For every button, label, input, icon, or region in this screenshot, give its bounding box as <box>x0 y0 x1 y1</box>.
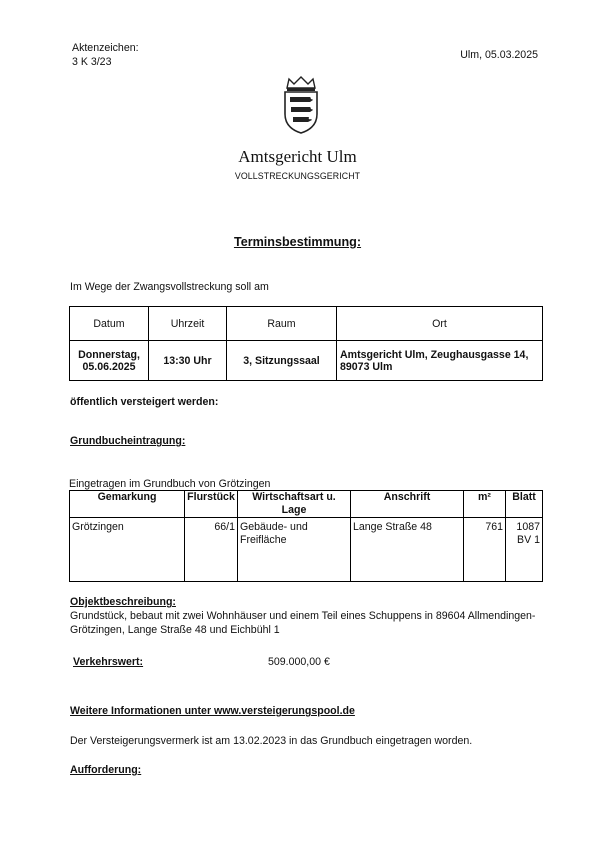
header-flurstueck: Flurstück <box>185 491 238 518</box>
case-reference-label: Aktenzeichen: <box>72 42 139 54</box>
header-uhrzeit: Uhrzeit <box>149 307 227 341</box>
cell-gemarkung: Grötzingen <box>70 518 185 582</box>
appointment-table <box>69 306 543 381</box>
place-date: Ulm, 05.03.2025 <box>460 49 538 61</box>
header-datum: Datum <box>70 307 149 341</box>
land-register-table <box>69 490 543 582</box>
land-register-source: Eingetragen im Grundbuch von Grötzingen <box>69 478 271 490</box>
object-description: Grundstück, bebaut mit zwei Wohnhäuser und einem Teil eines Schuppens in 89604 Allmendingen-Grötzingen, Lange Straße 48 und Eichbühl 1 <box>70 610 536 636</box>
object-heading: Objektbeschreibung: <box>70 596 176 608</box>
header-blatt: Blatt <box>506 491 543 518</box>
cell-flurstueck: 66/1 <box>185 518 238 582</box>
cell-qm: 761 <box>464 518 506 582</box>
case-reference-number: 3 K 3/23 <box>72 56 112 68</box>
coat-of-arms-icon <box>279 76 323 134</box>
auction-statement: öffentlich versteigert werden: <box>70 396 219 408</box>
case-reference <box>72 41 139 69</box>
court-name: Amtsgericht Ulm <box>238 147 357 166</box>
appointment-time: 13:30 Uhr <box>149 341 227 381</box>
market-value-amount: 509.000,00 € <box>268 656 330 668</box>
table-row <box>70 341 543 381</box>
appointment-date: Donnerstag, 05.06.2025 <box>70 341 149 381</box>
intro-text: Im Wege der Zwangsvollstreckung soll am <box>70 281 269 293</box>
header-anschrift: Anschrift <box>351 491 464 518</box>
appointment-room: 3, Sitzungssaal <box>227 341 337 381</box>
table-header-row <box>70 491 543 518</box>
cell-wirtschaftsart: Gebäude- und Freifläche <box>238 518 351 582</box>
header-raum: Raum <box>227 307 337 341</box>
market-value-label: Verkehrswert: <box>73 656 144 668</box>
appointment-location: Amtsgericht Ulm, Zeughausgasse 14, 89073 Ulm <box>337 341 543 381</box>
court-department: VOLLSTRECKUNGSGERICHT <box>234 171 361 181</box>
cell-anschrift: Lange Straße 48 <box>351 518 464 582</box>
land-register-heading: Grundbucheintragung: <box>70 435 186 447</box>
more-info-link[interactable]: Weitere Informationen unter www.versteigerungspool.de <box>70 705 355 717</box>
request-heading: Aufforderung: <box>70 764 142 776</box>
table-row <box>70 518 543 582</box>
cell-blatt: 1087 BV 1 <box>506 518 543 582</box>
table-header-row <box>70 307 543 341</box>
header-wirtschaftsart: Wirtschaftsart u. Lage <box>238 491 351 518</box>
header-ort: Ort <box>337 307 543 341</box>
header-qm: m² <box>464 491 506 518</box>
registration-note: Der Versteigerungsvermerk ist am 13.02.2023 in das Grundbuch eingetragen worden. <box>70 735 473 747</box>
document-title: Terminsbestimmung: <box>233 235 362 249</box>
header-gemarkung: Gemarkung <box>70 491 185 518</box>
